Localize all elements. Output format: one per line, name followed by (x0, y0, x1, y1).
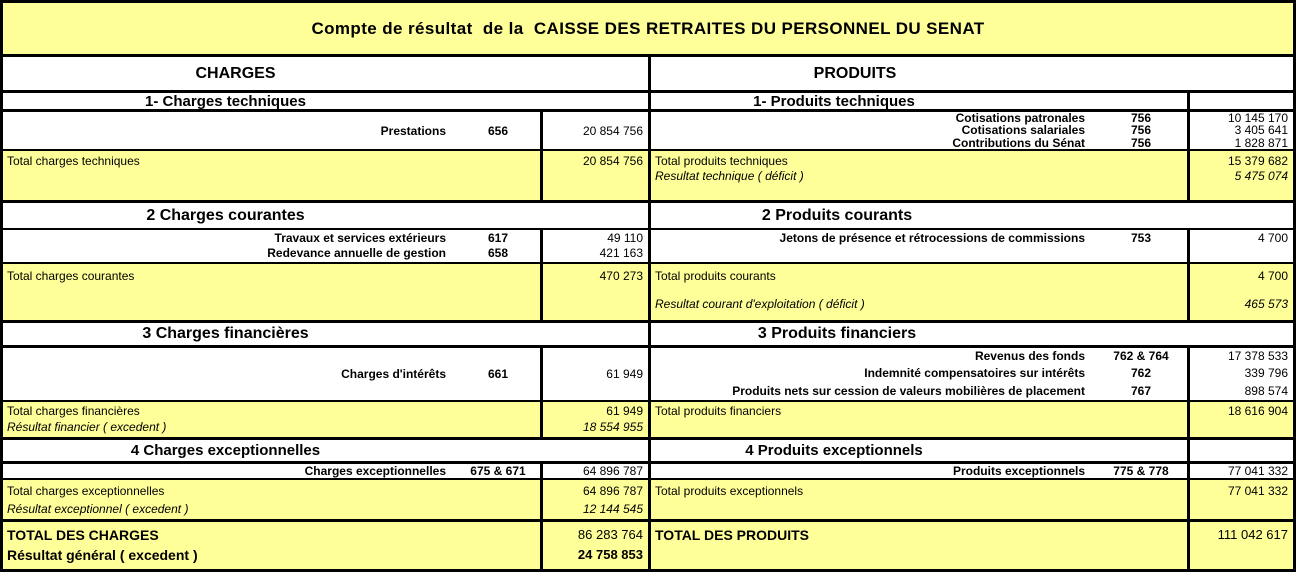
line-item-amount: 10 145 170 (1227, 112, 1288, 125)
total-row-label: Total produits financiers (655, 404, 782, 418)
label-zone (3, 480, 540, 519)
section-2-produits-header-cell (648, 203, 1293, 228)
result-row-label: Resultat courant d'exploitation ( déficit ) (655, 297, 865, 311)
result-row-label: Résultat financier ( excedent ) (7, 419, 167, 434)
account-code: 617 (487, 231, 509, 245)
section-3-produits-items (648, 348, 1293, 400)
line-item-amount: 421 163 (599, 246, 643, 260)
line-item (3, 464, 540, 478)
line-item-label: Cotisations salariales (961, 123, 1085, 138)
label-zone (651, 464, 1187, 478)
line-item-amount: 20 854 756 (582, 123, 643, 138)
resultat-general-label: Résultat général ( excedent ) (7, 547, 198, 563)
line-item-amount: 1 828 871 (1234, 135, 1288, 149)
line-item (651, 464, 1187, 478)
total-row-label: Total charges financières (7, 404, 140, 418)
amount-zone (1187, 151, 1293, 200)
total-des-charges-amount: 86 283 764 (577, 527, 643, 542)
account-code: 756 (1130, 135, 1152, 149)
section-3-charges-header: 3 Charges financières (142, 325, 309, 342)
amount-zone (540, 230, 648, 262)
amount-zone (540, 151, 648, 200)
label-zone (3, 112, 540, 149)
section-1-data-rows (3, 112, 1293, 151)
total-row-label: Total charges exceptionnelles (7, 484, 165, 498)
total-row-label: Total produits techniques (655, 154, 788, 168)
total-row-label: Total produits exceptionnels (655, 484, 804, 498)
total-amount: 18 616 904 (1227, 404, 1288, 418)
section-4-charges-header-cell (3, 440, 648, 461)
section-4-produits-header: 4 Produits exceptionnels (745, 442, 923, 459)
amount-zone (1187, 480, 1293, 519)
label-zone (3, 464, 540, 478)
line-item-label: Produits exceptionnels (952, 464, 1085, 478)
statement-title (3, 3, 1293, 57)
section-1-produits-items (648, 112, 1293, 149)
section-2-header-row (3, 203, 1293, 230)
section-2-produits-items (648, 230, 1293, 262)
line-item-amount: 49 110 (607, 231, 643, 245)
column-headers-row (3, 57, 1293, 93)
result-amount: 12 144 545 (582, 502, 643, 516)
line-item-label: Jetons de présence et rétrocessions de commissions (779, 231, 1085, 245)
section-3-charges-totals (3, 402, 648, 437)
grand-totals-row (3, 522, 1293, 569)
total-amount: 64 896 787 (582, 484, 643, 498)
line-item-amount: 898 574 (1244, 383, 1288, 398)
account-code: 767 (1130, 383, 1152, 398)
section-2-data-rows (3, 230, 1293, 264)
label-zone (651, 112, 1187, 149)
line-item-amount: 61 949 (606, 367, 643, 381)
section-4-data-rows (3, 464, 1293, 480)
account-code: 753 (1130, 231, 1152, 245)
section-3-produits-header-cell (648, 323, 1293, 345)
section-2-charges-totals (3, 264, 648, 320)
section-3-data-rows (3, 348, 1293, 402)
line-item-label: Indemnité compensatoires sur intérêts (864, 366, 1085, 381)
amount-zone (540, 348, 648, 400)
line-item-label: Charges d'intérêts (341, 367, 446, 381)
section-1-totals-row (3, 151, 1293, 203)
line-item (651, 348, 1187, 365)
label-zone (3, 348, 540, 400)
section-4-charges-items (3, 464, 648, 478)
line-item-amount: 17 378 533 (1227, 349, 1288, 363)
line-item (651, 137, 1187, 149)
section-4-charges-totals (3, 480, 648, 519)
label-zone (651, 480, 1187, 519)
line-item-label: Prestations (380, 123, 446, 138)
label-zone (651, 230, 1187, 262)
total-amount: 470 273 (599, 269, 643, 283)
line-item-amount: 339 796 (1244, 366, 1288, 381)
line-item (651, 124, 1187, 136)
line-item-amount: 4 700 (1257, 231, 1288, 245)
result-amount: 465 573 (1244, 297, 1288, 311)
label-zone (3, 402, 540, 437)
section-2-produits-header: 2 Produits courants (761, 206, 913, 224)
account-code: 756 (1130, 123, 1152, 138)
line-item (3, 124, 540, 138)
account-code: 675 & 671 (470, 464, 526, 478)
total-amount: 61 949 (606, 404, 643, 418)
line-item (651, 383, 1187, 400)
amount-zone (540, 112, 648, 149)
section-1-charges-header-cell (3, 93, 648, 109)
section-3-produits-header: 3 Produits financiers (757, 325, 917, 342)
line-item-label: Produits nets sur cession de valeurs mobilières de placement (732, 383, 1085, 398)
amount-zone (1187, 230, 1293, 262)
total-des-charges-cell (3, 522, 648, 569)
result-row-label: Résultat exceptionnel ( excedent ) (7, 502, 189, 516)
total-des-charges-label: TOTAL DES CHARGES (7, 527, 159, 543)
amount-zone (540, 402, 648, 437)
amount-zone (540, 464, 648, 478)
amount-zone (1187, 112, 1293, 149)
section-1-charges-items (3, 112, 648, 149)
produits-column (648, 57, 1293, 90)
amount-zone (1187, 522, 1293, 569)
section-3-totals-row (3, 402, 1293, 440)
line-item-label: Revenus des fonds (974, 349, 1085, 363)
charges-column-header: CHARGES (195, 64, 276, 82)
section-2-charges-items (3, 230, 648, 262)
total-amount: 4 700 (1257, 269, 1288, 283)
statement-title-text: Compte de résultat de la CAISSE DES RETRAITES DU PERSONNEL DU SENAT (311, 18, 985, 38)
result-amount: 18 554 955 (582, 419, 643, 434)
line-item (3, 231, 540, 246)
amount-zone (1187, 348, 1293, 400)
line-item-label: Cotisations patronales (955, 112, 1085, 125)
result-row-label: Resultat technique ( déficit ) (655, 169, 804, 183)
account-code: 762 (1130, 366, 1152, 381)
label-zone (651, 264, 1187, 320)
account-code: 756 (1130, 112, 1152, 125)
result-amount: 5 475 074 (1234, 169, 1288, 183)
label-zone (3, 264, 540, 320)
section-1-charges-header: 1- Charges techniques (145, 93, 306, 109)
total-amount: 15 379 682 (1227, 154, 1288, 168)
total-des-produits-cell (648, 522, 1293, 569)
section-2-charges-header: 2 Charges courantes (146, 206, 305, 224)
section-4-charges-header: 4 Charges exceptionnelles (130, 442, 321, 459)
label-zone (651, 522, 1187, 569)
charges-column (3, 57, 648, 90)
section-3-produits-totals (648, 402, 1293, 437)
amount-zone (540, 264, 648, 320)
total-des-produits-amount: 111 042 617 (1217, 527, 1288, 542)
section-1-produits-totals (648, 151, 1293, 200)
account-code: 661 (487, 367, 509, 381)
total-des-produits-label: TOTAL DES PRODUITS (655, 527, 810, 543)
line-item-label: Travaux et services extérieurs (274, 231, 446, 245)
account-code: 656 (487, 123, 509, 138)
section-4-produits-items (648, 464, 1293, 478)
label-zone (651, 151, 1187, 200)
label-zone (3, 230, 540, 262)
line-item (3, 367, 540, 381)
total-amount: 77 041 332 (1227, 484, 1288, 498)
line-item-amount: 77 041 332 (1227, 464, 1288, 478)
section-1-produits-header: 1- Produits techniques (753, 93, 915, 109)
section-1-header-row (3, 93, 1293, 112)
line-item-amount: 3 405 641 (1234, 123, 1288, 138)
section-4-produits-totals (648, 480, 1293, 519)
amount-zone (1187, 402, 1293, 437)
empty-amount-cell (1187, 93, 1293, 109)
amount-zone (1187, 264, 1293, 320)
empty-amount-cell (1187, 440, 1293, 461)
label-zone (3, 522, 540, 569)
total-amount: 20 854 756 (582, 154, 643, 168)
produits-column-header: PRODUITS (813, 64, 897, 82)
total-row-label: Total produits courants (655, 269, 776, 283)
total-row-label: Total charges courantes (7, 269, 135, 283)
section-3-charges-header-cell (3, 323, 648, 345)
amount-zone (540, 522, 648, 569)
amount-zone (540, 480, 648, 519)
section-3-header-row (3, 323, 1293, 348)
line-item-label: Charges exceptionnelles (304, 464, 446, 478)
line-item (3, 246, 540, 261)
section-1-produits-header-cell (648, 93, 1293, 109)
label-zone (651, 348, 1187, 400)
account-code: 762 & 764 (1113, 349, 1169, 363)
line-item (651, 365, 1187, 382)
line-item-label: Contributions du Sénat (952, 135, 1085, 149)
total-row-label: Total charges techniques (7, 154, 140, 168)
line-item-amount: 64 896 787 (582, 464, 643, 478)
section-4-totals-row (3, 480, 1293, 522)
section-3-charges-items (3, 348, 648, 400)
line-item-label: Redevance annuelle de gestion (267, 246, 446, 260)
resultat-general-amount: 24 758 853 (577, 547, 643, 562)
section-2-produits-totals (648, 264, 1293, 320)
label-zone (3, 151, 540, 200)
line-item (651, 231, 1187, 246)
section-2-totals-row (3, 264, 1293, 323)
line-item (651, 112, 1187, 124)
amount-zone (1187, 464, 1293, 478)
label-zone (651, 402, 1187, 437)
section-4-produits-header-cell (648, 440, 1293, 461)
account-code: 775 & 778 (1113, 464, 1169, 478)
section-4-header-row (3, 440, 1293, 464)
account-code: 658 (487, 246, 509, 260)
section-1-charges-totals (3, 151, 648, 200)
section-2-charges-header-cell (3, 203, 648, 228)
